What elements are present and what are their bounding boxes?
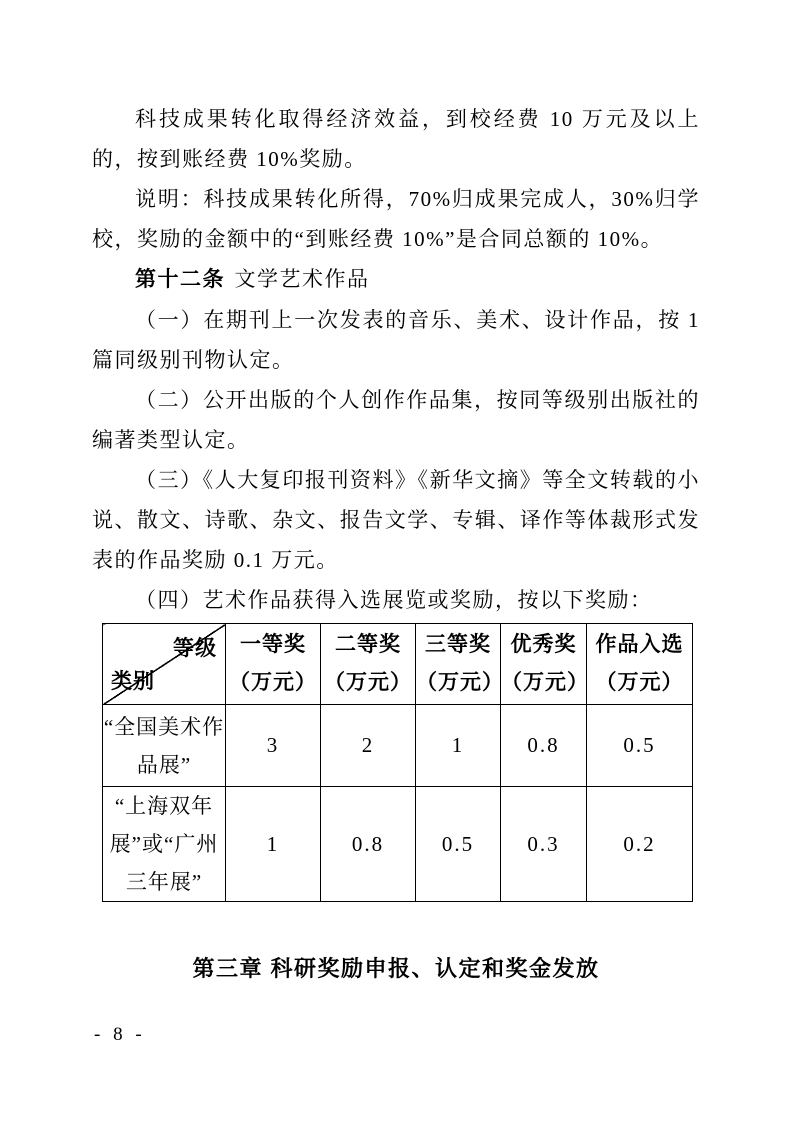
paragraph-item-1: （一）在期刊上一次发表的音乐、美术、设计作品，按 1 篇同级别刊物认定。 bbox=[92, 308, 700, 372]
paragraph-explanation: 说明：科技成果转化所得，70%归成果完成人，30%归学校，奖励的金额中的“到账经费 10%”是合同总额的 10%。 bbox=[92, 187, 700, 251]
corner-label-grade: 等级 bbox=[173, 637, 217, 660]
table-header-second-prize bbox=[321, 624, 416, 705]
cell-value: 1 bbox=[416, 705, 501, 787]
corner-cell-inner bbox=[103, 624, 225, 703]
row-category: “全国美术作品展” bbox=[103, 705, 226, 787]
table-row-national-art bbox=[103, 705, 693, 787]
article-title: 文学艺术作品 bbox=[234, 267, 370, 291]
header-line-1: 二等奖 bbox=[335, 633, 401, 656]
page-number: - 8 - bbox=[94, 1024, 146, 1045]
table-header-first-prize bbox=[226, 624, 321, 705]
header-line-2: （万元） bbox=[229, 671, 317, 694]
table-row-biennale bbox=[103, 787, 693, 902]
header-line-1: 优秀奖 bbox=[510, 633, 577, 656]
corner-cell bbox=[103, 624, 226, 705]
header-line-1: 一等奖 bbox=[240, 633, 306, 656]
header-line-2: （万元） bbox=[416, 671, 504, 694]
cell-value: 0.8 bbox=[501, 705, 587, 787]
paragraph-item-4: （四）艺术作品获得入选展览或奖励，按以下奖励： bbox=[135, 588, 653, 612]
cell-value: 3 bbox=[226, 705, 321, 787]
page-content bbox=[92, 99, 700, 984]
cell-value: 0.5 bbox=[416, 787, 501, 902]
cell-value: 0.3 bbox=[501, 787, 587, 902]
article-number: 第十二条 bbox=[135, 268, 226, 291]
header-line-2: （万元） bbox=[501, 671, 589, 694]
header-line-1: 三等奖 bbox=[425, 633, 491, 656]
header-line-2: （万元） bbox=[595, 671, 684, 694]
cell-value: 0.5 bbox=[587, 705, 693, 787]
table-header-work-selected bbox=[587, 624, 693, 705]
cell-value: 0.2 bbox=[587, 787, 693, 902]
header-line-1: 作品入选 bbox=[595, 633, 684, 656]
cell-value: 1 bbox=[226, 787, 321, 902]
row-category: “上海双年展”或“广州三年展” bbox=[103, 787, 226, 902]
paragraph-tech-transfer: 科技成果转化取得经济效益，到校经费 10 万元及以上的，按到账经费 10%奖励。 bbox=[92, 107, 700, 171]
cell-value: 0.8 bbox=[321, 787, 416, 902]
article-12-heading bbox=[92, 259, 700, 300]
cell-value: 2 bbox=[321, 705, 416, 787]
awards-table bbox=[102, 623, 693, 902]
corner-label-category: 类别 bbox=[111, 670, 155, 693]
table-header-row bbox=[103, 624, 693, 705]
paragraph-item-2: （二）公开出版的个人创作作品集，按同等级别出版社的编著类型认定。 bbox=[92, 388, 700, 452]
table-header-excellence-prize bbox=[501, 624, 587, 705]
table-header-third-prize bbox=[416, 624, 504, 705]
header-line-2: （万元） bbox=[324, 671, 412, 694]
paragraph-item-3: （三）《人大复印报刊资料》《新华文摘》等全文转载的小说、散文、诗歌、杂文、报告文学、专辑、译作等体裁形式发表的作品奖励 0.1 万元。 bbox=[92, 468, 700, 572]
chapter-3-heading: 第三章 科研奖励申报、认定和奖金发放 bbox=[192, 956, 600, 981]
